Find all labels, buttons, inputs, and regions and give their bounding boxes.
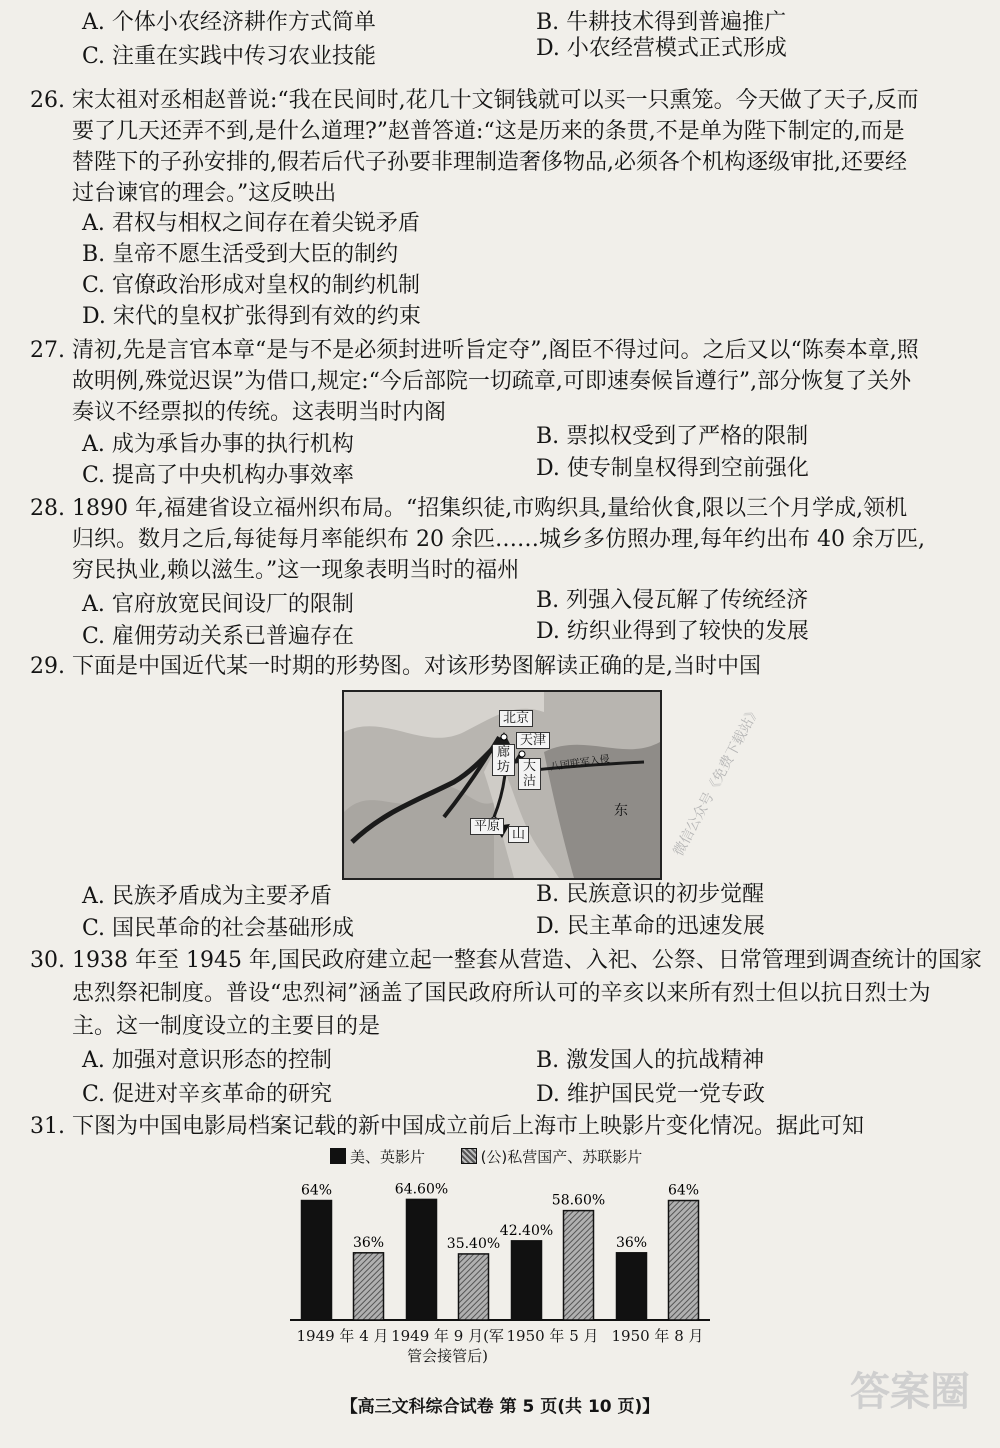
bar-us-uk-0 — [302, 1201, 332, 1320]
bar-domestic-soviet-3 — [669, 1201, 699, 1320]
bar-label-domestic-soviet-1: 35.40% — [446, 1235, 501, 1252]
q29-option-b[interactable]: B. 民族意识的初步觉醒 — [536, 882, 765, 907]
x-tick-label-line: 1949 年 9 月(军 — [391, 1327, 504, 1345]
x-tick-label-line: 管会接管后) — [407, 1347, 488, 1365]
tianjin-marker — [519, 751, 525, 757]
bar-domestic-soviet-0 — [354, 1253, 384, 1320]
bar-us-uk-2 — [512, 1241, 542, 1320]
q27-option-d[interactable]: D. 使专制皇权得到空前强化 — [536, 456, 809, 481]
q27-option-b[interactable]: B. 票拟权受到了严格的限制 — [536, 424, 809, 449]
map-label-dong: 东 — [614, 803, 628, 819]
bar-domestic-soviet-1 — [459, 1254, 489, 1320]
q28-stem-line1: 28. 1890 年,福建省设立福州织布局。“招集织徒,市购织具,量给伙食,限以三个月学成,领机 — [30, 496, 908, 521]
q27-stem-line1: 27. 清初,先是言官本章“是与不是必须封进听旨定夺”,阁臣不得过问。之后又以“陈奏本章,照 — [30, 338, 919, 363]
legend-label-us-uk: 美、英影片 — [350, 1148, 426, 1166]
legend-label-domestic-soviet: (公)私营国产、苏联影片 — [480, 1148, 643, 1166]
q28-option-b[interactable]: B. 列强入侵瓦解了传统经济 — [536, 588, 809, 613]
q30-stem-line2: 忠烈祭祀制度。普设“忠烈祠”涵盖了国民政府所认可的辛亥以来所有烈士但以抗日烈士为 — [72, 981, 931, 1006]
q30-option-d[interactable]: D. 维护国民党一党专政 — [536, 1082, 765, 1107]
x-tick-label-line: 1950 年 8 月 — [611, 1327, 704, 1345]
x-tick-label-line: 1949 年 4 月 — [296, 1327, 389, 1345]
film-share-chart-svg — [280, 1170, 720, 1350]
x-tick-label-line: 1950 年 5 月 — [506, 1327, 599, 1345]
map-label-beijing: 北京 — [499, 710, 533, 727]
x-tick-label-2 — [493, 1326, 613, 1346]
bar-label-us-uk-0: 64% — [300, 1182, 333, 1199]
bar-label-domestic-soviet-2: 58.60% — [551, 1192, 606, 1209]
q28-stem-line3: 穷民执业,赖以滋生。”这一现象表明当时的福州 — [72, 558, 520, 583]
bar-us-uk-1 — [407, 1199, 437, 1320]
q28-option-c[interactable]: C. 雇佣劳动关系已普遍存在 — [82, 624, 355, 649]
bar-label-us-uk-3: 36% — [615, 1234, 648, 1251]
bar-label-us-uk-1: 64.60% — [394, 1181, 449, 1198]
chart-legend — [330, 1146, 642, 1167]
q27-stem-line3: 奏议不经票拟的传统。这表明当时内阁 — [72, 400, 447, 425]
q29-option-d[interactable]: D. 民主革命的迅速发展 — [536, 914, 765, 939]
beijing-marker — [501, 734, 507, 740]
q26-option-b[interactable]: B. 皇帝不愿生活受到大臣的制约 — [82, 242, 399, 267]
q30-stem-line1: 30. 1938 年至 1945 年,国民政府建立起一整套从营造、入祀、公祭、日常管理到调查统计的国家 — [30, 948, 982, 973]
page-footer: 【高三文科综合试卷 第 5 页(共 10 页)】 — [340, 1397, 660, 1417]
bar-label-us-uk-2: 42.40% — [499, 1222, 554, 1239]
x-tick-label-3 — [598, 1326, 718, 1346]
q26-option-c[interactable]: C. 官僚政治形成对皇权的制约机制 — [82, 273, 421, 298]
q28-option-a[interactable]: A. 官府放宽民间设厂的限制 — [82, 592, 354, 617]
q25-option-b[interactable]: B. 牛耕技术得到普遍推广 — [536, 10, 787, 35]
q31-stem-line1: 31. 下图为中国电影局档案记载的新中国成立前后上海市上映影片变化情况。据此可知 — [30, 1114, 864, 1139]
watermark-text: 微信公众号《免费下载站》 — [670, 703, 764, 859]
q25-option-d[interactable]: D. 小农经营模式正式形成 — [536, 36, 787, 61]
map-label-dagu: 大沽 — [518, 758, 541, 790]
bar-us-uk-3 — [617, 1253, 647, 1320]
map-label-pingyuan: 平原 — [470, 818, 504, 835]
q26-stem-line3: 替陛下的子孙安排的,假若后代子孙要非理制造奢侈物品,必须各个机构逐级审批,还要经 — [72, 150, 907, 175]
bar-label-domestic-soviet-3: 64% — [667, 1182, 700, 1199]
legend-swatch-domestic-soviet — [461, 1148, 477, 1164]
q26-option-a[interactable]: A. 君权与相权之间存在着尖锐矛盾 — [82, 211, 420, 236]
legend-swatch-us-uk — [330, 1148, 346, 1164]
map-label-langfang: 廊坊 — [492, 744, 515, 776]
q28-stem-line2: 归织。数月之后,每徒每月率能织布 20 余匹……城乡多仿照办理,每年约出布 40 余万匹, — [72, 527, 925, 552]
q30-option-c[interactable]: C. 促进对辛亥革命的研究 — [82, 1082, 333, 1107]
film-share-chart — [280, 1170, 720, 1350]
map-label-invasion: 八国联军入侵 — [549, 753, 611, 774]
q25-option-c[interactable]: C. 注重在实践中传习农业技能 — [82, 44, 377, 69]
q26-stem-line2: 要了几天还弄不到,是什么道理?”赵普答道:“这是历来的条贯,不是单为陛下制定的,而是 — [72, 119, 905, 144]
x-tick-label-1 — [388, 1326, 508, 1366]
q26-stem-line4: 过台谏官的理会。”这反映出 — [72, 181, 337, 206]
map-label-tianjin: 天津 — [516, 732, 550, 749]
q28-option-d[interactable]: D. 纺织业得到了较快的发展 — [536, 619, 809, 644]
q29-stem-line1: 29. 下面是中国近代某一时期的形势图。对该形势图解读正确的是,当时中国 — [30, 654, 761, 679]
q25-option-a[interactable]: A. 个体小农经济耕作方式简单 — [82, 10, 376, 35]
bar-label-domestic-soviet-0: 36% — [352, 1234, 385, 1251]
x-tick-label-0 — [283, 1326, 403, 1346]
brand-logo: 答案圈 — [850, 1369, 970, 1415]
q27-option-c[interactable]: C. 提高了中央机构办事效率 — [82, 463, 355, 488]
q29-option-c[interactable]: C. 国民革命的社会基础形成 — [82, 916, 355, 941]
q30-stem-line3: 主。这一制度设立的主要目的是 — [72, 1014, 381, 1039]
map-label-shan: 山 — [508, 826, 529, 843]
q26-option-d[interactable]: D. 宋代的皇权扩张得到有效的约束 — [82, 304, 421, 329]
q27-stem-line2: 故明例,殊觉迟误”为借口,规定:“今后部院一切疏章,可即速奏候旨遵行”,部分恢复了关外 — [72, 369, 912, 394]
q30-option-b[interactable]: B. 激发国人的抗战精神 — [536, 1048, 765, 1073]
bar-domestic-soviet-2 — [564, 1211, 594, 1320]
q27-option-a[interactable]: A. 成为承旨办事的执行机构 — [82, 432, 354, 457]
situation-map — [342, 690, 662, 880]
q29-option-a[interactable]: A. 民族矛盾成为主要矛盾 — [82, 884, 332, 909]
q26-stem-line1: 26. 宋太祖对丞相赵普说:“我在民间时,花几十文铜钱就可以买一只熏笼。今天做了天子,反而 — [30, 88, 919, 113]
q30-option-a[interactable]: A. 加强对意识形态的控制 — [82, 1048, 332, 1073]
